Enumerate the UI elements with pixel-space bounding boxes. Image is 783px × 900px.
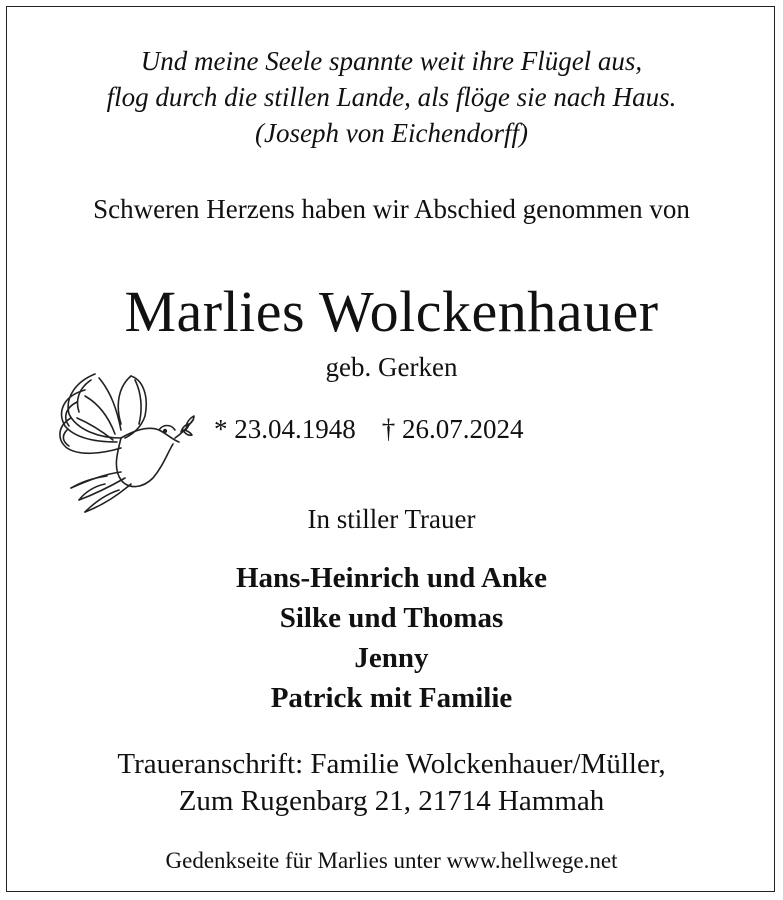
mourner-2: Silke und Thomas (279, 602, 504, 634)
death-date: † 26.07.2024 (381, 414, 524, 444)
dove-with-olive-branch-icon (55, 368, 195, 516)
mourner-4: Patrick mit Familie (270, 682, 513, 714)
quote-line-2: flog durch die stillen Lande, als flöge sie nach Haus. (106, 82, 677, 112)
birth-date: * 23.04.1948 (214, 414, 356, 444)
mourning-label: In stiller Trauer (307, 504, 476, 534)
memorial-page-footer: Gedenkseite für Marlies unter www.hellwege.net (165, 848, 618, 873)
birth-name: geb. Gerken (325, 352, 458, 382)
mourner-1: Hans-Heinrich und Anke (235, 562, 548, 594)
address-line-2: Zum Rugenbarg 21, 21714 Hammah (178, 785, 605, 817)
intro-text: Schweren Herzens haben wir Abschied genommen von (93, 194, 690, 224)
life-dates (214, 414, 524, 445)
address-line-1: Traueranschrift: Familie Wolckenhauer/Müller, (117, 748, 666, 780)
quote-author: (Joseph von Eichendorff) (255, 118, 528, 148)
quote-line-1: Und meine Seele spannte weit ihre Flügel aus, (140, 46, 643, 76)
deceased-name: Marlies Wolckenhauer (124, 279, 659, 344)
mourner-3: Jenny (354, 642, 429, 674)
